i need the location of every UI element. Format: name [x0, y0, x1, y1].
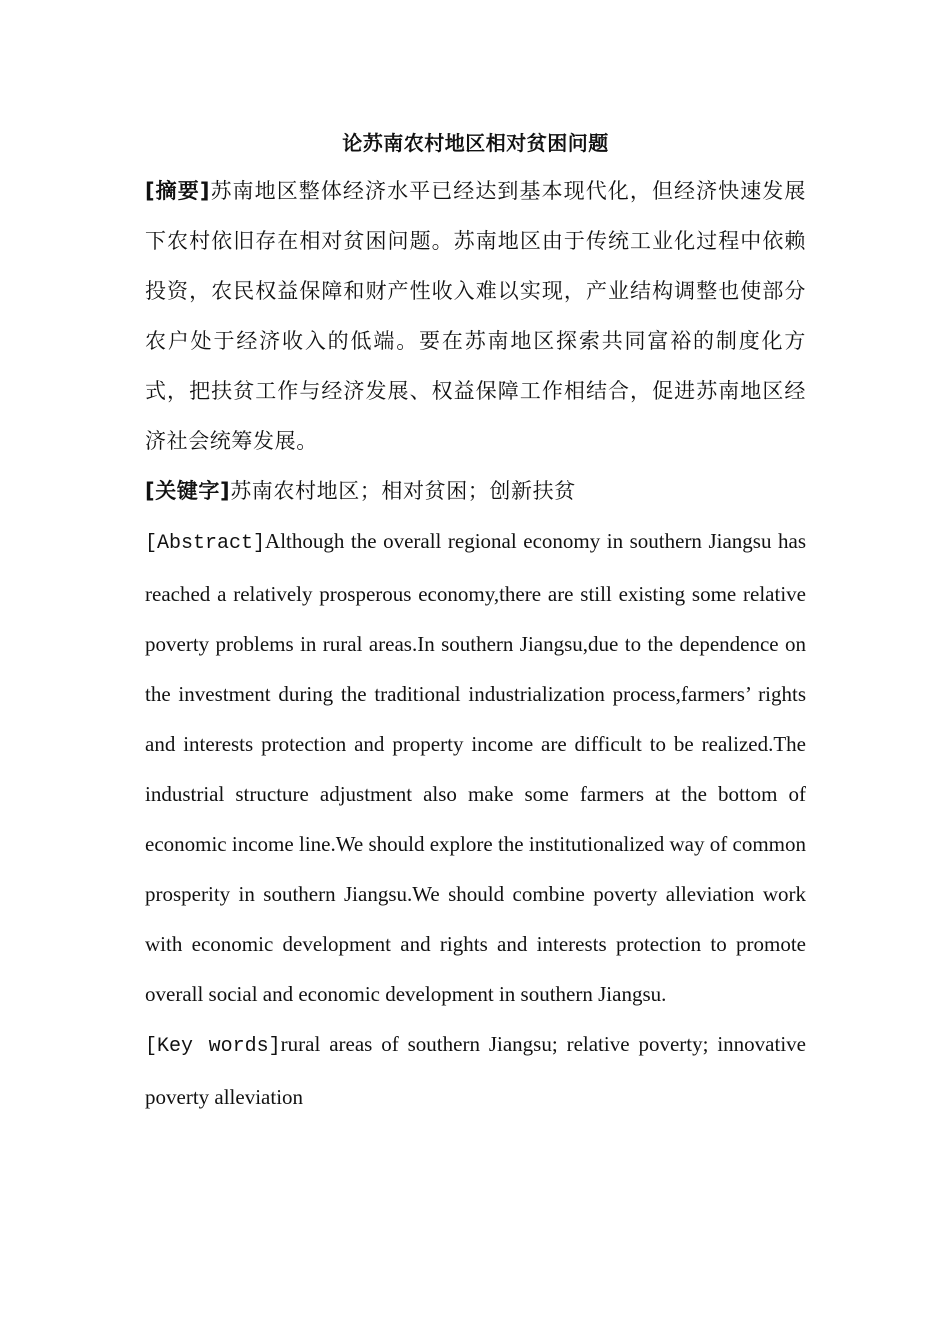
keywords-en-text: rural areas of southern Jiangsu; relative poverty; innovative poverty alleviation	[145, 1032, 806, 1109]
keywords-cn-paragraph	[145, 466, 806, 516]
page-title: 论苏南农村地区相对贫困问题	[342, 131, 609, 155]
document-body	[145, 128, 806, 1122]
abstract-cn-paragraph	[145, 166, 806, 466]
keywords-cn-text: 苏南农村地区；相对贫困；创新扶贫	[230, 479, 576, 503]
abstract-en-paragraph	[145, 516, 806, 1019]
keywords-cn-label: [关键字]	[145, 479, 231, 503]
abstract-en-label: [Abstract]	[145, 532, 266, 555]
keywords-en-paragraph	[145, 1019, 806, 1122]
keywords-en-label: [Key words]	[145, 1035, 281, 1058]
abstract-en-text: Although the overall regional economy in southern Jiangsu has reached a relatively prosperous economy,there are still existing some relative poverty problems in rural areas.In southern Jiangsu,due to the dependence on the investment during the traditional industrialization process,farmers’ rights and interests protection and property income are difficult to be realized.The industrial structure adjustment also make some farmers at the bottom of economic income line.We should explore the institutionalized way of common prosperity in southern Jiangsu.We should combine poverty alleviation work with economic development and rights and interests protection to promote overall social and economic development in southern Jiangsu.	[145, 529, 806, 1006]
abstract-cn-text: 苏南地区整体经济水平已经达到基本现代化，但经济快速发展下农村依旧存在相对贫困问题。苏南地区由于传统工业化过程中依赖投资，农民权益保障和财产性收入难以实现，产业结构调整也使部分农户处于经济收入的低端。要在苏南地区探索共同富裕的制度化方式，把扶贫工作与经济发展、权益保障工作相结合，促进苏南地区经济社会统筹发展。	[145, 179, 806, 453]
abstract-cn-label: [摘要]	[145, 179, 211, 203]
